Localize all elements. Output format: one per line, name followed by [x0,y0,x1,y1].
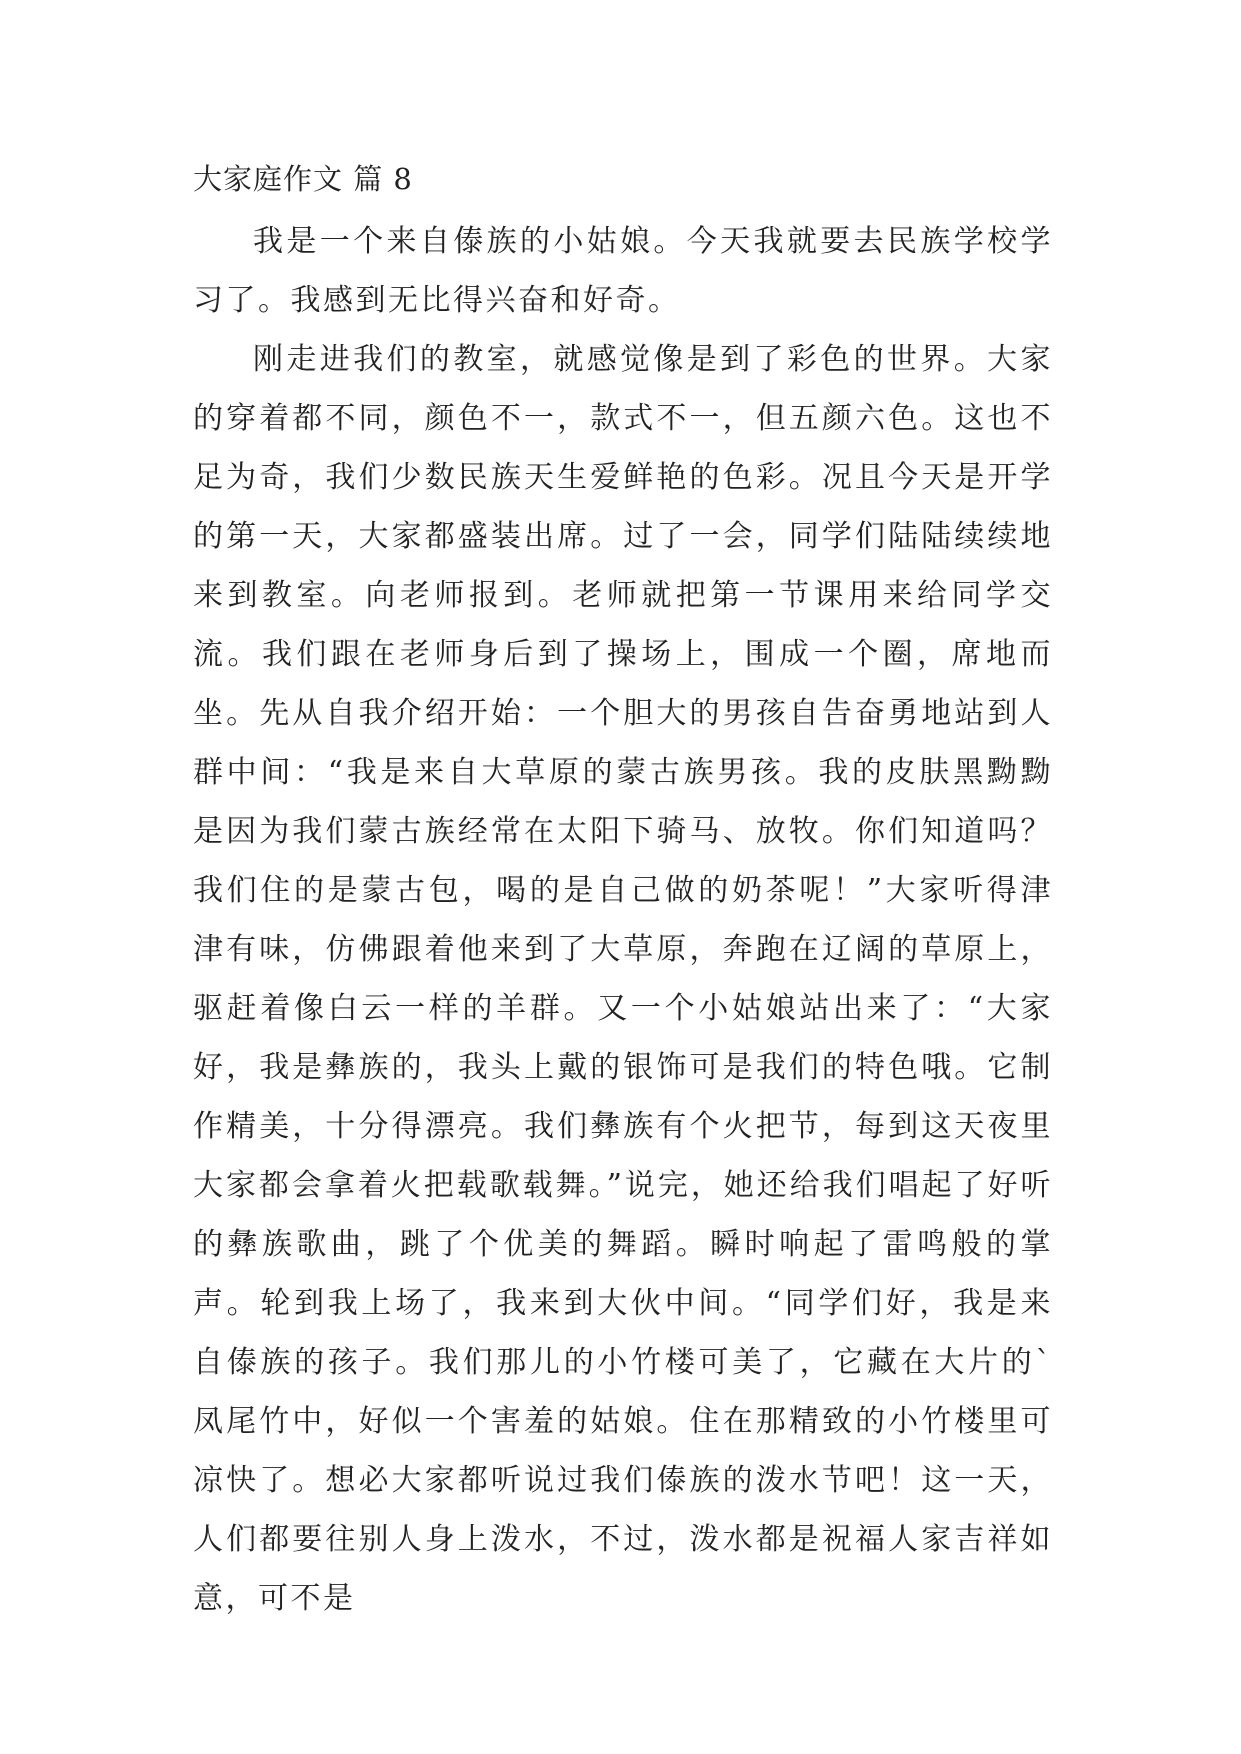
essay-title: 大家庭作文 篇 8 [193,162,413,196]
paragraph-1: 我是一个来自傣族的小姑娘。今天我就要去民族学校学习了。我感到无比得兴奋和好奇。 [193,224,1053,318]
paragraph-2: 刚走进我们的教室，就感觉像是到了彩色的世界。大家的穿着都不同，颜色不一，款式不一，但五颜六色。这也不足为奇，我们少数民族天生爱鲜艳的色彩。况且今天是开学的第一天，大家都盛装出席。过了一会，同学们陆陆续续地来到教室。向老师报到。老师就把第一节课用来给同学交流。我们跟在老师身后到了操场上，围成一个圈，席地而坐。先从自我介绍开始：一个胆大的男孩自告奋勇地站到人群中间：“我是来自大草原的蒙古族男孩。我的皮肤黑黝黝是因为我们蒙古族经常在太阳下骑马、放牧。你们知道吗？我们住的是蒙古包，喝的是自己做的奶茶呢！”大家听得津津有味，仿佛跟着他来到了大草原，奔跑在辽阔的草原上，驱赶着像白云一样的羊群。又一个小姑娘站出来了：“大家好，我是彝族的，我头上戴的银饰可是我们的特色哦。它制作精美，十分得漂亮。我们彝族有个火把节，每到这天夜里大家都会拿着火把载歌载舞。”说完，她还给我们唱起了好听的彝族歌曲，跳了个优美的舞蹈。瞬时响起了雷鸣般的掌声。轮到我上场了，我来到大伙中间。“同学们好，我是来自傣族的孩子。我们那儿的小竹楼可美了，它藏在大片的`凤尾竹中，好似一个害羞的姑娘。住在那精致的小竹楼里可凉快了。想必大家都听说过我们傣族的泼水节吧！这一天，人们都要往别人身上泼水，不过，泼水都是祝福人家吉祥如意，可不是 [193,342,1053,1616]
document-body [193,160,1053,1628]
